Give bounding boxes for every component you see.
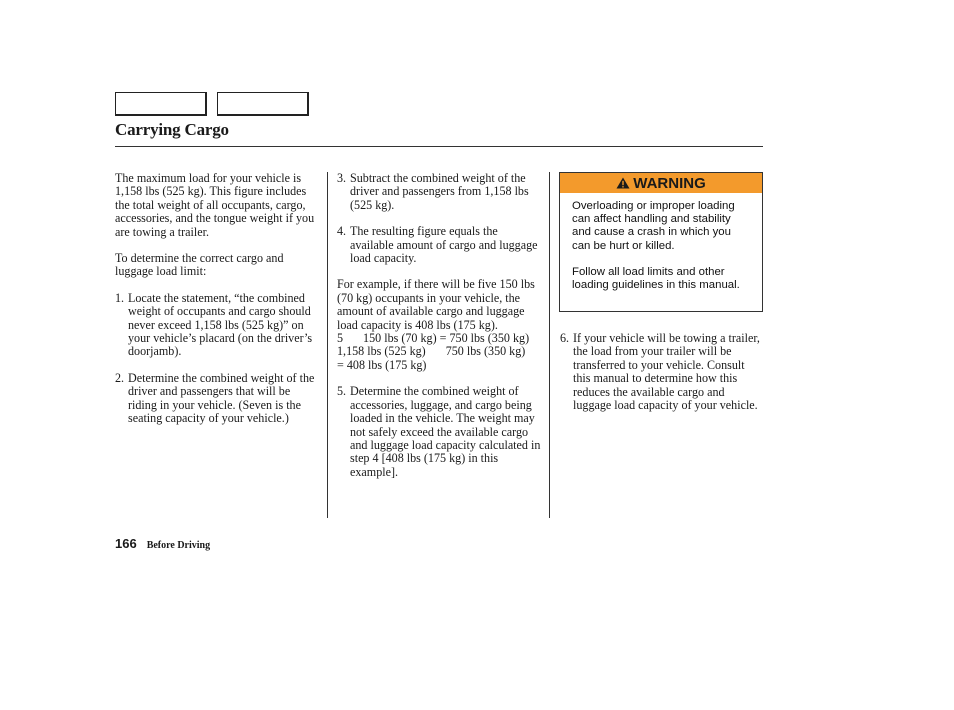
page-title: Carrying Cargo: [115, 120, 229, 139]
column-3: [560, 332, 763, 425]
section-name: Before Driving: [146, 540, 211, 551]
nav-tab-1[interactable]: [115, 92, 207, 116]
warning-text-1: Overloading or improper loading can affect handling and stability and cause a crash in which you can be hurt or killed.: [572, 200, 735, 252]
column-divider-2: [549, 172, 550, 518]
column-2: [337, 172, 543, 492]
calculation-1: [337, 332, 543, 345]
step-3: [337, 172, 543, 212]
step-text: If your vehicle will be towing a trailer, the load from your trailer will be transferred to your vehicle. Consult this manual to determine how this reduces the available cargo and luggage load capacity of your vehicle.: [573, 331, 760, 413]
step-2: [115, 372, 321, 426]
intro-paragraph: The maximum load for your vehicle is 1,158 lbs (525 kg). This figure includes the total weight of all occupants, cargo, accessories, and the tongue weight if you are towing a trailer.: [115, 171, 315, 239]
title-divider: [115, 146, 763, 147]
page-number: 166: [115, 536, 137, 551]
instruction-paragraph: To determine the correct cargo and luggage load limit:: [115, 251, 284, 279]
calc-operand: 1,158 lbs (525 kg): [337, 344, 426, 359]
step-text: Locate the statement, “the combined weight of occupants and cargo should never exceed 1,158 lbs (525 kg)” on your vehicle’s placard (on the driver’s doorjamb).: [128, 290, 313, 359]
example-paragraph: For example, if there will be five 150 lbs (70 kg) occupants in your vehicle, the amount of available cargo and luggage load capacity is 408 lbs (175 kg).: [337, 277, 535, 332]
step-5: [337, 385, 543, 479]
column-divider-1: [327, 172, 328, 518]
page-footer: [115, 536, 210, 551]
step-text: The resulting figure equals the available amount of cargo and luggage load capacity.: [350, 224, 538, 266]
calc-operand: 5: [337, 331, 344, 346]
step-number: 1.: [115, 290, 125, 305]
step-number: 3.: [337, 171, 347, 185]
step-number: 5.: [337, 384, 347, 399]
nav-tab-2[interactable]: [217, 92, 309, 116]
column-1: [115, 172, 321, 439]
step-number: 4.: [337, 224, 347, 239]
step-number: 2.: [115, 370, 125, 385]
step-4: [337, 225, 543, 265]
calculation-result: = 408 lbs (175 kg): [337, 357, 427, 372]
step-text: Determine the combined weight of the driver and passengers that will be riding in your vehicle. (Seven is the seating capacity of your vehicle.): [128, 370, 315, 426]
warning-label: WARNING: [633, 174, 706, 192]
warning-text-2: Follow all load limits and other loading guidelines in this manual.: [572, 265, 740, 292]
step-number: 6.: [560, 331, 570, 345]
step-text: Determine the combined weight of accessories, luggage, and cargo being loaded in the vehicle. The weight may not safely exceed the available cargo and luggage load capacity calculated in step 4 [408 lbs (175 kg) in this example].: [350, 384, 541, 479]
calculation-2: [337, 345, 543, 358]
step-text: Subtract the combined weight of the driver and passengers from 1,158 lbs (525 kg).: [350, 171, 529, 212]
calc-operand: 150 lbs (70 kg) = 750 lbs (350 kg): [363, 331, 530, 346]
warning-body: [560, 193, 762, 292]
warning-header: [560, 173, 762, 193]
calc-operand: 750 lbs (350 kg): [445, 344, 526, 359]
warning-triangle-icon: [616, 177, 630, 189]
warning-box: [559, 172, 763, 312]
step-6: [560, 332, 763, 412]
step-1: [115, 292, 321, 359]
